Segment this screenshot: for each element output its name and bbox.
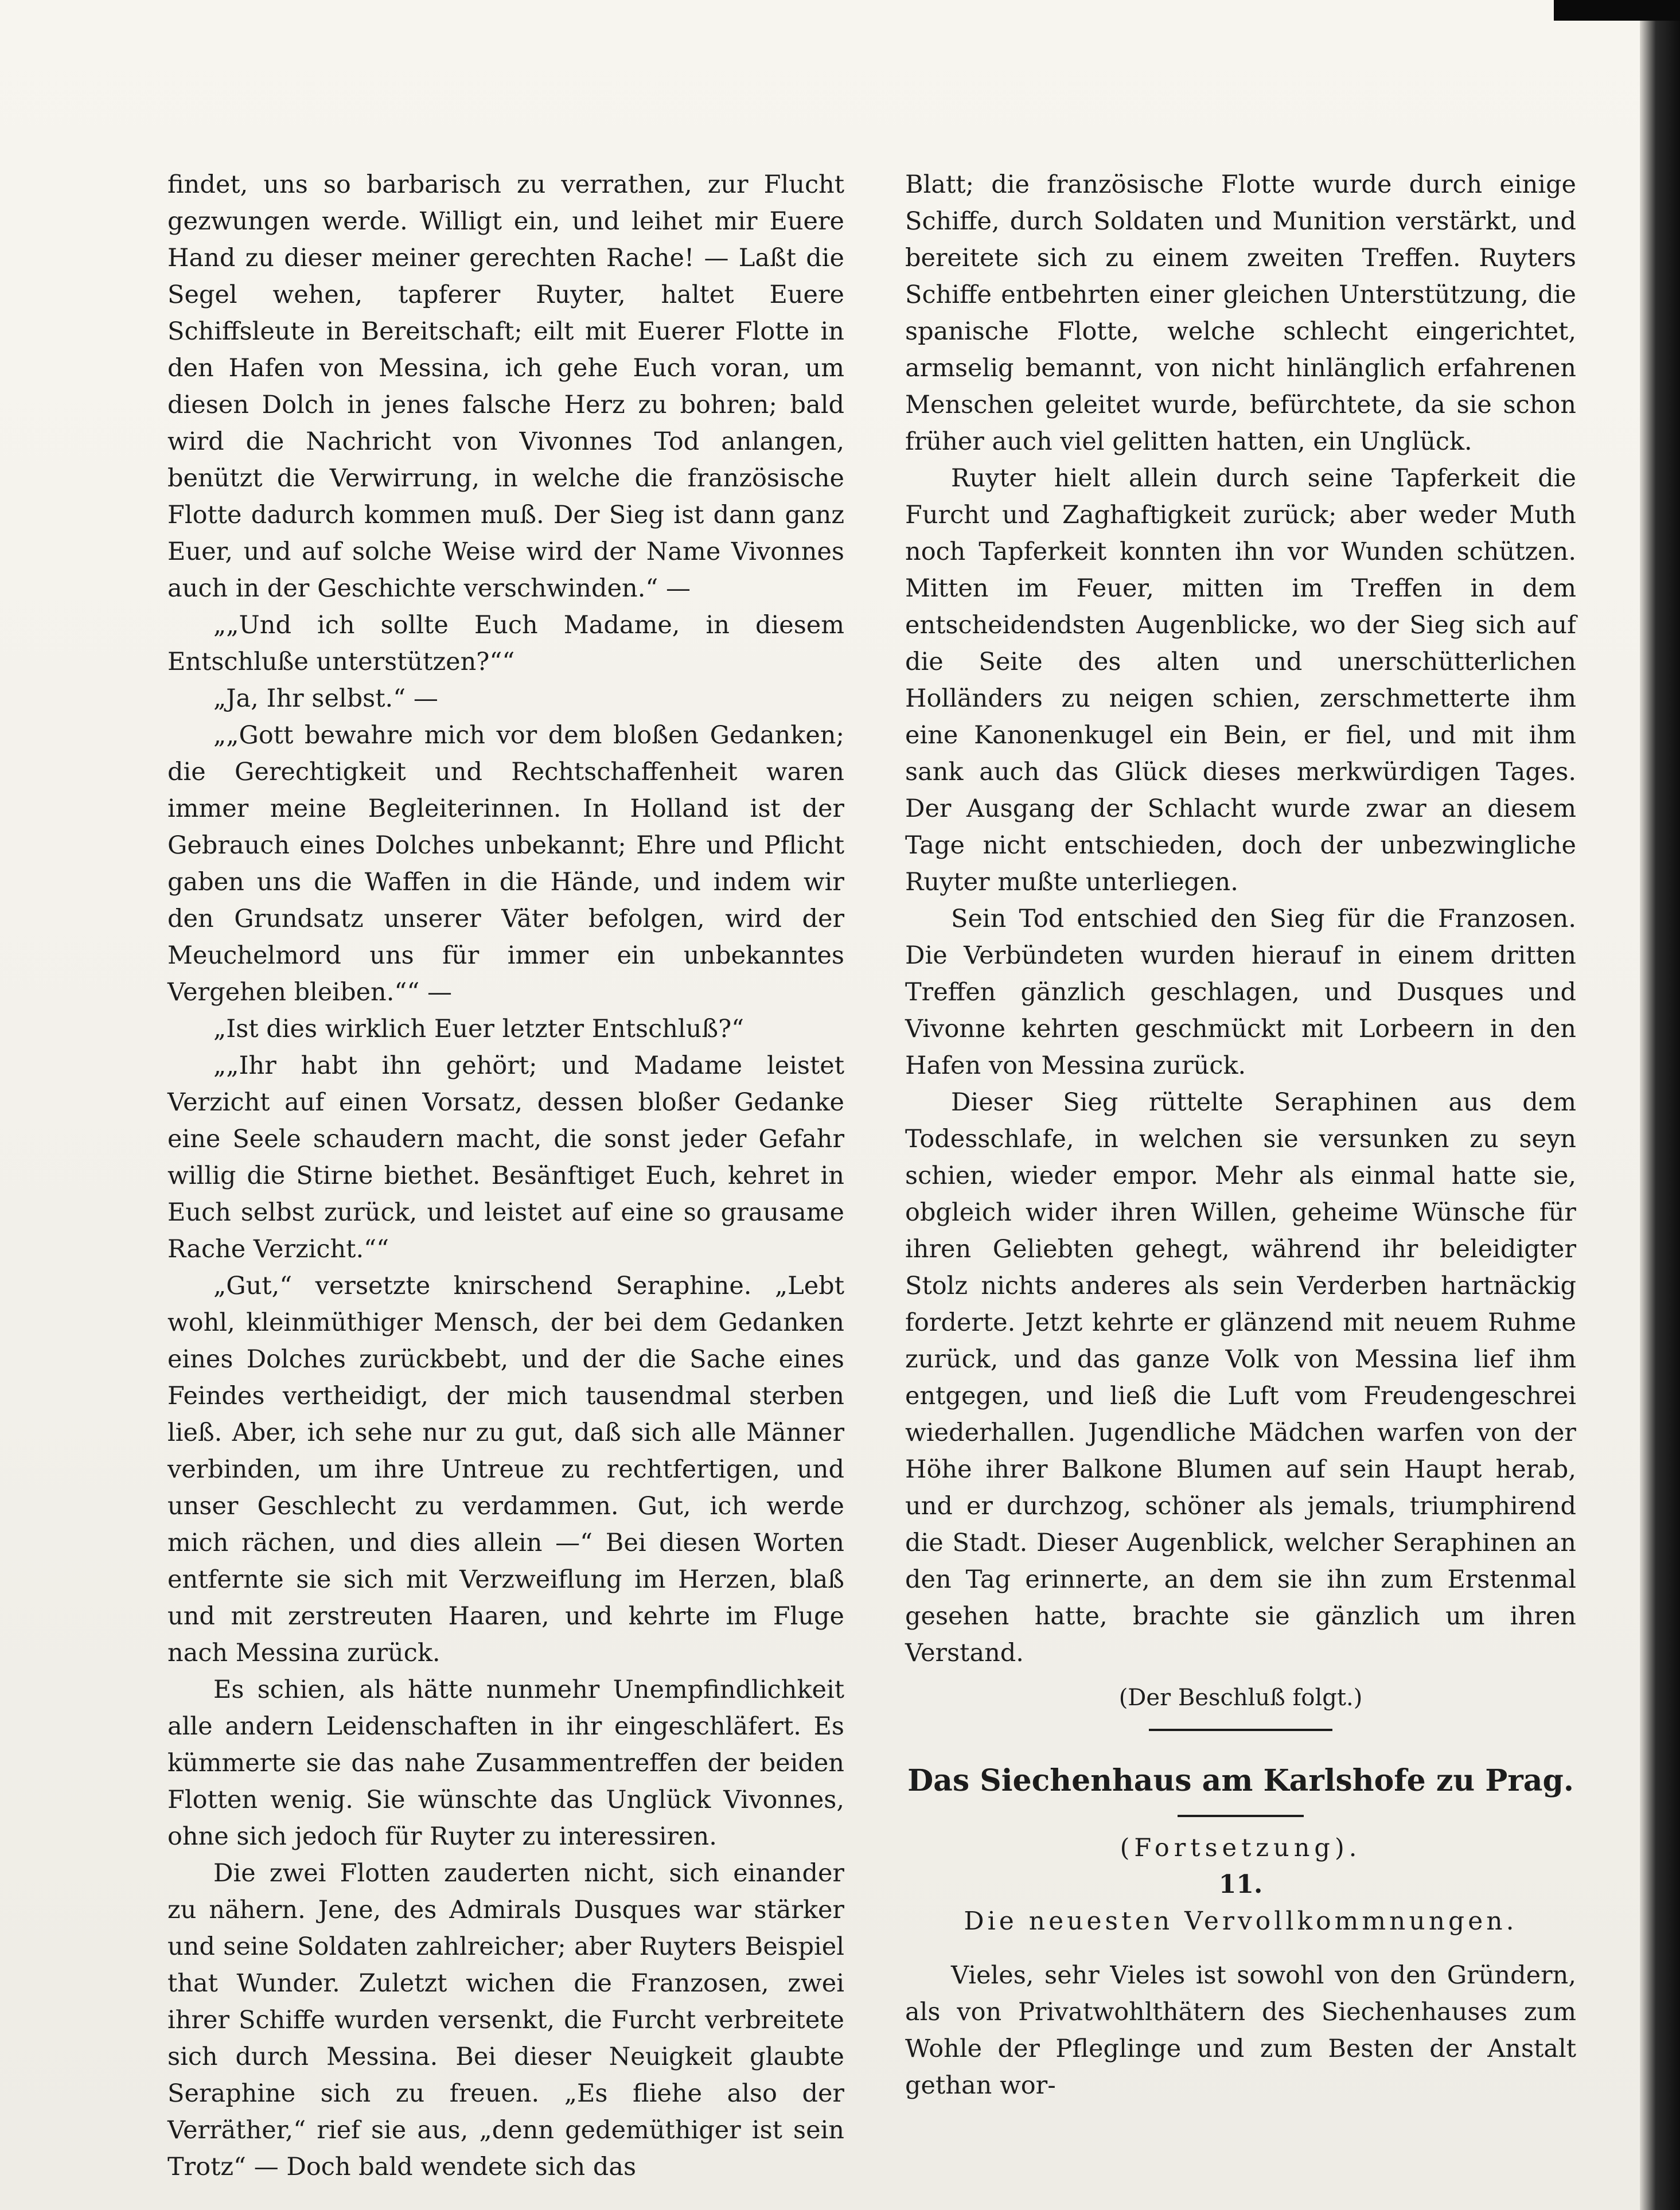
section-number: 11. — [1218, 1870, 1263, 1899]
title-divider — [1178, 1815, 1304, 1817]
paragraph: Vieles, sehr Vieles ist sowohl von den Gründern, als von Privatwohlthätern des Siechenhauses zum Wohle der Pfleglinge und zum Besten der Anstalt gethan wor- — [905, 1961, 1576, 2100]
article-title: Das Siechenhaus am Karlshofe zu Prag. — [907, 1763, 1574, 1798]
paragraph: „Ja, Ihr selbst.“ — — [213, 684, 438, 713]
continuation-label: (Fortsetzung). — [1120, 1834, 1362, 1862]
paragraph: Dieser Sieg rüttelte Seraphinen aus dem Todesschlafe, in welchen sie versunken zu seyn schien, wieder empor. Mehr als einmal hatte sie, obgleich wider ihren Willen, geheime Wünsche für ihren Geliebten gehegt, während ihr beleidigter Stolz nichts anderes als sein Verderben hartnäckig forderte. Jetzt kehrte er glänzend mit neuem Ruhme zurück, und das ganze Volk von Messina lief ihm entgegen, und ließ die Luft vom Freudengeschrei wiederhallen. Jugendliche Mädchen warfen von der Höhe ihrer Balkone Blumen auf sein Haupt herab, und er durchzog, schöner als jemals, triumphirend die Stadt. Dieser Augenblick, welcher Seraphinen an den Tag erinnerte, an dem sie ihn zum Erstenmal gesehen hatte, brachte sie gänzlich um ihren Verstand. — [905, 1088, 1576, 1667]
section-title: Die neuesten Vervollkommnungen. — [964, 1907, 1518, 1936]
paragraph: Die zwei Flotten zauderten nicht, sich einander zu nähern. Jene, des Admirals Dusques war stärker und seine Soldaten zahlreicher; aber Ruyters Beispiel that Wunder. Zuletzt wichen die Franzosen, zwei ihrer Schiffe wurden versenkt, die Furcht verbreitete sich durch Messina. Bei dieser Neuigkeit glaubte Seraphine sich zu freuen. „Es fliehe also der Verräther,“ rief sie aus, „denn gedemüthiger ist sein Trotz“ — Doch bald wendete sich das — [167, 1859, 844, 2181]
page-edge-shadow — [1640, 0, 1680, 2210]
paragraph: „„Gott bewahre mich vor dem bloßen Gedanken; die Gerechtigkeit und Rechtschaffenheit waren immer meine Begleiterinnen. In Holland ist der Gebrauch eines Dolches unbekannt; Ehre und Pflicht gaben uns die Waffen in die Hände, und indem wir den Grundsatz unserer Väter befolgen, wird der Meuchelmord uns für immer ein unbekanntes Vergehen bleiben.““ — — [167, 721, 844, 1007]
paragraph: Es schien, als hätte nunmehr Unempfindlichkeit alle andern Leidenschaften in ihr eingeschläfert. Es kümmerte sie das nahe Zusammentreffen der beiden Flotten wenig. Sie wünschte das Unglück Vivonnes, ohne sich jedoch für Ruyter zu interessiren. — [167, 1675, 844, 1851]
paragraph: Blatt; die französische Flotte wurde durch einige Schiffe, durch Soldaten und Munition verstärkt, und bereitete sich zu einem zweiten Treffen. Ruyters Schiffe entbehrten einer gleichen Unterstützung, die spanische Flotte, welche schlecht eingerichtet, armselig bemannt, von nicht hinlänglich erfahrenen Menschen geleitet wurde, befürchtete, da sie schon früher auch viel gelitten hatten, ein Unglück. — [905, 170, 1576, 456]
paragraph: findet, uns so barbarisch zu verrathen, zur Flucht gezwungen werde. Willigt ein, und leihet mir Euere Hand zu dieser meiner gerechten Rache! — Laßt die Segel wehen, tapferer Ruyter, haltet Euere Schiffsleute in Bereitschaft; eilt mit Euerer Flotte in den Hafen von Messina, ich gehe Euch voran, um diesen Dolch in jenes falsche Herz zu bohren; bald wird die Nachricht von Vivonnes Tod anlangen, benützt die Verwirrung, in welche die französische Flotte dadurch kommen muß. Der Sieg ist dann ganz Euer, und auf solche Weise wird der Name Vivonnes auch in der Geschichte verschwinden.“ — — [167, 170, 844, 603]
right-column — [905, 166, 1576, 2104]
left-column — [167, 166, 844, 2185]
paragraph: „Ist dies wirklich Euer letzter Entschluß?“ — [213, 1015, 744, 1043]
paragraph: „„Und ich sollte Euch Madame, in diesem Entschluße unterstützen?““ — [167, 611, 844, 676]
paragraph: Ruyter hielt allein durch seine Tapferkeit die Furcht und Zaghaftigkeit zurück; aber weder Muth noch Tapferkeit konnten ihn vor Wunden schützen. Mitten im Feuer, mitten im Treffen in dem entscheidendsten Augenblicke, wo der Sieg sich auf die Seite des alten und unerschütterlichen Holländers zu neigen schien, zerschmetterte ihm eine Kanonenkugel ein Bein, er fiel, und mit ihm sank auch das Glück dieses merkwürdigen Tages. Der Ausgang der Schlacht wurde zwar an diesem Tage nicht entschieden, doch der unbezwingliche Ruyter mußte unterliegen. — [905, 464, 1576, 897]
continuation-note: (Der Beschluß folgt.) — [1118, 1685, 1363, 1711]
paragraph: „Gut,“ versetzte knirschend Seraphine. „Lebt wohl, kleinmüthiger Mensch, der bei dem Gedanken eines Dolches zurückbebt, und der die Sache eines Feindes vertheidigt, der mich tausendmal sterben ließ. Aber, ich sehe nur zu gut, daß sich alle Männer verbinden, um ihre Untreue zu rechtfertigen, und unser Geschlecht zu verdammen. Gut, ich werde mich rächen, und dies allein —“ Bei diesen Worten entfernte sie sich mit Verzweiflung im Herzen, blaß und mit zerstreuten Haaren, und kehrte im Fluge nach Messina zurück. — [167, 1272, 844, 1667]
paragraph: „„Ihr habt ihn gehört; und Madame leistet Verzicht auf einen Vorsatz, dessen bloßer Gedanke eine Seele schaudern macht, die sonst jeder Gefahr willig die Stirne biethet. Besänftiget Euch, kehret in Euch selbst zurück, und leistet auf eine so grausame Rache Verzicht.““ — [167, 1051, 844, 1264]
scan-border — [1554, 0, 1680, 21]
section-divider — [1149, 1729, 1332, 1731]
paragraph: Sein Tod entschied den Sieg für die Franzosen. Die Verbündeten wurden hierauf in einem dritten Treffen gänzlich geschlagen, und Dusques und Vivonne kehrten geschmückt mit Lorbeern in den Hafen von Messina zurück. — [905, 905, 1576, 1080]
